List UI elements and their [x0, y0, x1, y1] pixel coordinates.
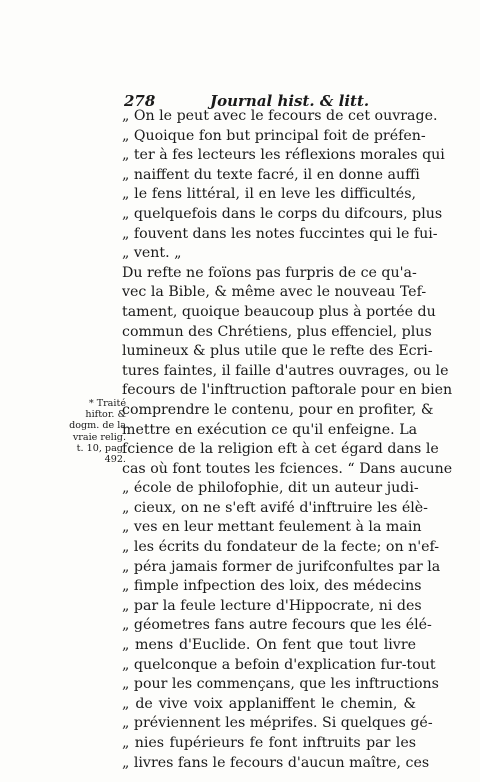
page-number: 278 — [124, 92, 156, 110]
body-text — [122, 107, 453, 773]
margin-note-line: 492. — [104, 454, 126, 466]
text-line: lumineux & plus utile que le refte des Ecri- — [122, 343, 433, 360]
text-line: „ nies fupérieurs fe font inftruits par les — [122, 735, 416, 751]
text-line: fcience de la religion eft à cet égard dans le — [122, 441, 439, 458]
text-line: „ les écrits du fondateur de la fecte; on n'ef- — [122, 539, 440, 556]
margin-note-line: vraie relig. — [72, 431, 126, 443]
text-line: „ école de philofophie, dit un auteur judi- — [122, 480, 419, 497]
text-line: „ par la feule lecture d'Hippocrate, ni des — [122, 597, 422, 614]
text-line: „ livres fans le fecours d'aucun maître, ces — [122, 754, 430, 771]
text-line: comprendre le contenu, pour en profiter, & — [122, 401, 434, 418]
margin-note — [60, 398, 126, 465]
text-line: vec la Bible, & même avec le nouveau Tef- — [122, 284, 427, 301]
text-line: „ mens d'Euclide. On fent que tout livre — [122, 637, 416, 654]
text-line: „ cieux, on ne s'eft avifé d'inftruire les élè- — [122, 499, 428, 516]
text-line: „ de vive voix applaniffent le chemin, & — [122, 695, 416, 712]
margin-note-line: dogm. de la — [69, 420, 126, 432]
text-line: commun des Chrétiens, plus effenciel, plus — [122, 323, 432, 340]
text-line: „ On le peut avec le fecours de cet ouvrage. — [122, 108, 438, 124]
margin-note-line: hiftor. & — [85, 409, 126, 421]
text-line: „ quelconque a befoin d'explication fur-tout — [122, 656, 436, 673]
margin-note-line: t. 10, pag. — [76, 442, 126, 454]
text-line: „ pour les commençans, que les inftructions — [122, 676, 439, 693]
text-line: „ Quoique fon but principal foit de préfen- — [122, 127, 426, 144]
text-line: „ fouvent dans les notes fuccintes qui le fui- — [122, 225, 438, 242]
text-line: „ naiffent du texte facré, il en donne auffi — [122, 166, 420, 183]
running-title: Journal hist. & litt. — [210, 92, 370, 110]
text-line: mettre en exécution ce qu'il enfeigne. La — [122, 421, 418, 438]
text-line: fecours de l'inftruction paftorale pour en bien — [122, 382, 453, 399]
text-line: Du refte ne foïons pas furpris de ce qu'a- — [122, 264, 417, 281]
margin-note-line: * Traité — [88, 398, 126, 409]
text-line: „ géometres fans autre fecours que les élé- — [122, 617, 432, 634]
text-line: tament, quoique beaucoup plus à portée du — [122, 303, 436, 320]
text-line: „ le fens littéral, il en leve les difficultés, — [122, 186, 416, 203]
text-line: cas où font toutes les fciences. “ Dans aucune — [122, 460, 453, 477]
text-line: „ fimple infpection des loix, des médecins — [122, 578, 422, 595]
text-line: „ ves en leur mettant feulement à la main — [122, 519, 422, 536]
text-line: „ vent. „ — [122, 245, 182, 262]
text-line: „ ter à fes lecteurs les réflexions morales qui — [122, 147, 445, 164]
text-line: „ péra jamais former de jurifconfultes par la — [122, 558, 441, 575]
text-line: „ quelquefois dans le corps du difcours, plus — [122, 205, 443, 222]
text-line: „ préviennent les méprifes. Si quelques gé- — [122, 715, 433, 732]
text-line: tures faintes, il faille d'autres ouvrages, ou le — [122, 362, 449, 379]
